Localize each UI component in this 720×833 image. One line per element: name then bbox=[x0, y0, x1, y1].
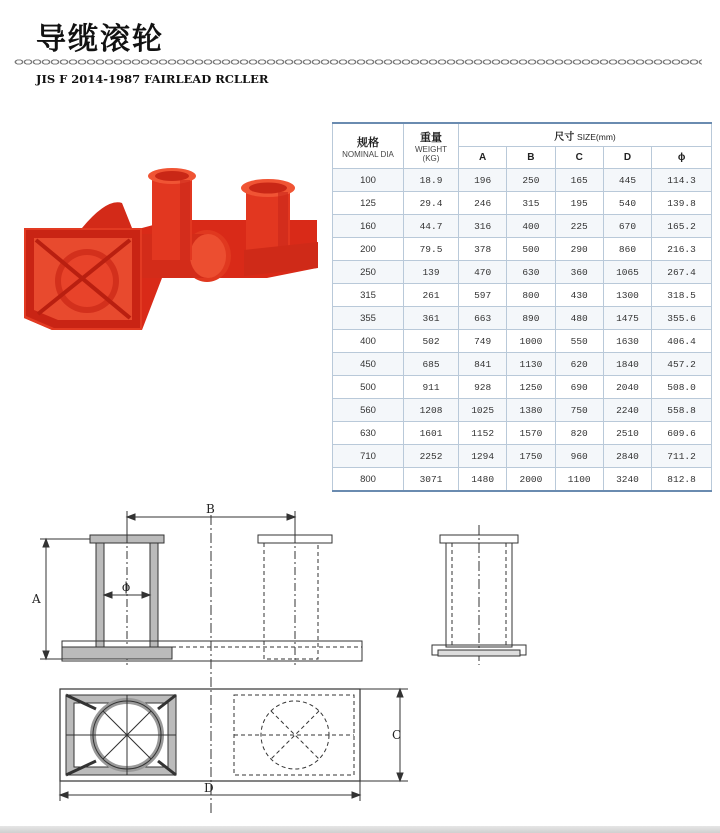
table-row bbox=[333, 445, 712, 468]
technical-drawing bbox=[0, 495, 720, 825]
table-cell: 500 bbox=[507, 238, 555, 261]
table-row bbox=[333, 238, 712, 261]
table-cell: 2040 bbox=[603, 376, 651, 399]
table-cell: 3071 bbox=[404, 468, 459, 492]
table-cell: 165.2 bbox=[652, 215, 712, 238]
table-row bbox=[333, 169, 712, 192]
table-cell: 355.6 bbox=[652, 307, 712, 330]
table-cell: 44.7 bbox=[404, 215, 459, 238]
table-cell: 1300 bbox=[603, 284, 651, 307]
table-cell: 1152 bbox=[459, 422, 507, 445]
table-row bbox=[333, 399, 712, 422]
table-cell: 911 bbox=[404, 376, 459, 399]
table-cell: 630 bbox=[333, 422, 404, 445]
table-cell: 1208 bbox=[404, 399, 459, 422]
table-cell: 1840 bbox=[603, 353, 651, 376]
table-row bbox=[333, 330, 712, 353]
table-cell: 318.5 bbox=[652, 284, 712, 307]
table-cell: 860 bbox=[603, 238, 651, 261]
table-cell: 800 bbox=[333, 468, 404, 492]
table-cell: 139 bbox=[404, 261, 459, 284]
table-cell: 620 bbox=[555, 353, 603, 376]
dim-label-d: D bbox=[204, 781, 214, 795]
table-cell: 100 bbox=[333, 169, 404, 192]
table-cell: 812.8 bbox=[652, 468, 712, 492]
table-cell: 1480 bbox=[459, 468, 507, 492]
table-row bbox=[333, 422, 712, 445]
table-cell: 400 bbox=[333, 330, 404, 353]
table-cell: 29.4 bbox=[404, 192, 459, 215]
dim-label-a: A bbox=[32, 592, 41, 606]
table-cell: 445 bbox=[603, 169, 651, 192]
table-cell: 3240 bbox=[603, 468, 651, 492]
table-cell: 216.3 bbox=[652, 238, 712, 261]
table-cell: 550 bbox=[555, 330, 603, 353]
table-cell: 690 bbox=[555, 376, 603, 399]
table-cell: 400 bbox=[507, 215, 555, 238]
table-cell: 890 bbox=[507, 307, 555, 330]
table-row bbox=[333, 284, 712, 307]
spec-table bbox=[332, 122, 712, 492]
table-cell: 360 bbox=[555, 261, 603, 284]
table-cell: 928 bbox=[459, 376, 507, 399]
table-cell: 315 bbox=[507, 192, 555, 215]
table-cell: 1750 bbox=[507, 445, 555, 468]
table-cell: 355 bbox=[333, 307, 404, 330]
bottom-bar bbox=[0, 826, 720, 833]
table-cell: 165 bbox=[555, 169, 603, 192]
table-cell: 710 bbox=[333, 445, 404, 468]
header-size: 尺寸 SIZE(mm) bbox=[459, 123, 712, 147]
table-cell: 316 bbox=[459, 215, 507, 238]
header-b: B bbox=[507, 147, 555, 169]
table-cell: 457.2 bbox=[652, 353, 712, 376]
table-cell: 200 bbox=[333, 238, 404, 261]
table-cell: 540 bbox=[603, 192, 651, 215]
header-d: D bbox=[603, 147, 651, 169]
table-cell: 1250 bbox=[507, 376, 555, 399]
header-nominal: 规格 NOMINAL DIA bbox=[333, 123, 404, 169]
table-cell: 250 bbox=[333, 261, 404, 284]
table-row bbox=[333, 261, 712, 284]
table-cell: 841 bbox=[459, 353, 507, 376]
table-cell: 2240 bbox=[603, 399, 651, 422]
header-phi: ϕ bbox=[652, 147, 712, 169]
chain-divider bbox=[14, 58, 702, 66]
table-cell: 361 bbox=[404, 307, 459, 330]
table-cell: 711.2 bbox=[652, 445, 712, 468]
table-cell: 315 bbox=[333, 284, 404, 307]
table-cell: 1025 bbox=[459, 399, 507, 422]
table-cell: 160 bbox=[333, 215, 404, 238]
table-cell: 250 bbox=[507, 169, 555, 192]
table-cell: 1630 bbox=[603, 330, 651, 353]
table-cell: 2840 bbox=[603, 445, 651, 468]
table-cell: 139.8 bbox=[652, 192, 712, 215]
table-cell: 1000 bbox=[507, 330, 555, 353]
table-cell: 1294 bbox=[459, 445, 507, 468]
header-a: A bbox=[459, 147, 507, 169]
table-cell: 246 bbox=[459, 192, 507, 215]
table-cell: 261 bbox=[404, 284, 459, 307]
table-cell: 630 bbox=[507, 261, 555, 284]
table-cell: 2000 bbox=[507, 468, 555, 492]
table-cell: 1100 bbox=[555, 468, 603, 492]
table-cell: 480 bbox=[555, 307, 603, 330]
table-cell: 125 bbox=[333, 192, 404, 215]
table-cell: 430 bbox=[555, 284, 603, 307]
table-cell: 225 bbox=[555, 215, 603, 238]
table-cell: 502 bbox=[404, 330, 459, 353]
table-cell: 470 bbox=[459, 261, 507, 284]
dim-label-phi: ϕ bbox=[122, 580, 131, 594]
table-cell: 820 bbox=[555, 422, 603, 445]
table-cell: 500 bbox=[333, 376, 404, 399]
header-weight: 重量 WEIGHT (KG) bbox=[404, 123, 459, 169]
table-cell: 2252 bbox=[404, 445, 459, 468]
page-title: 导缆滚轮 bbox=[36, 22, 164, 57]
table-cell: 267.4 bbox=[652, 261, 712, 284]
table-row bbox=[333, 376, 712, 399]
table-cell: 1570 bbox=[507, 422, 555, 445]
table-cell: 1475 bbox=[603, 307, 651, 330]
table-cell: 670 bbox=[603, 215, 651, 238]
dim-label-b: B bbox=[206, 502, 215, 516]
table-cell: 1380 bbox=[507, 399, 555, 422]
table-cell: 406.4 bbox=[652, 330, 712, 353]
table-cell: 450 bbox=[333, 353, 404, 376]
table-row bbox=[333, 353, 712, 376]
table-cell: 196 bbox=[459, 169, 507, 192]
table-cell: 597 bbox=[459, 284, 507, 307]
table-cell: 663 bbox=[459, 307, 507, 330]
table-row bbox=[333, 192, 712, 215]
table-cell: 1065 bbox=[603, 261, 651, 284]
table-cell: 560 bbox=[333, 399, 404, 422]
fairlead-roller-image bbox=[22, 158, 332, 348]
table-cell: 508.0 bbox=[652, 376, 712, 399]
table-row bbox=[333, 468, 712, 492]
dim-label-c: C bbox=[392, 728, 402, 742]
table-cell: 1130 bbox=[507, 353, 555, 376]
page-subtitle: JIS F 2014-1987 FAIRLEAD RCLLER bbox=[36, 72, 269, 86]
table-cell: 800 bbox=[507, 284, 555, 307]
table-cell: 195 bbox=[555, 192, 603, 215]
table-cell: 558.8 bbox=[652, 399, 712, 422]
table-row bbox=[333, 307, 712, 330]
table-cell: 378 bbox=[459, 238, 507, 261]
table-cell: 114.3 bbox=[652, 169, 712, 192]
table-cell: 750 bbox=[555, 399, 603, 422]
table-cell: 290 bbox=[555, 238, 603, 261]
table-row bbox=[333, 215, 712, 238]
header-c: C bbox=[555, 147, 603, 169]
table-cell: 2510 bbox=[603, 422, 651, 445]
table-cell: 685 bbox=[404, 353, 459, 376]
table-cell: 18.9 bbox=[404, 169, 459, 192]
table-cell: 749 bbox=[459, 330, 507, 353]
table-cell: 1601 bbox=[404, 422, 459, 445]
table-cell: 609.6 bbox=[652, 422, 712, 445]
table-cell: 960 bbox=[555, 445, 603, 468]
table-cell: 79.5 bbox=[404, 238, 459, 261]
